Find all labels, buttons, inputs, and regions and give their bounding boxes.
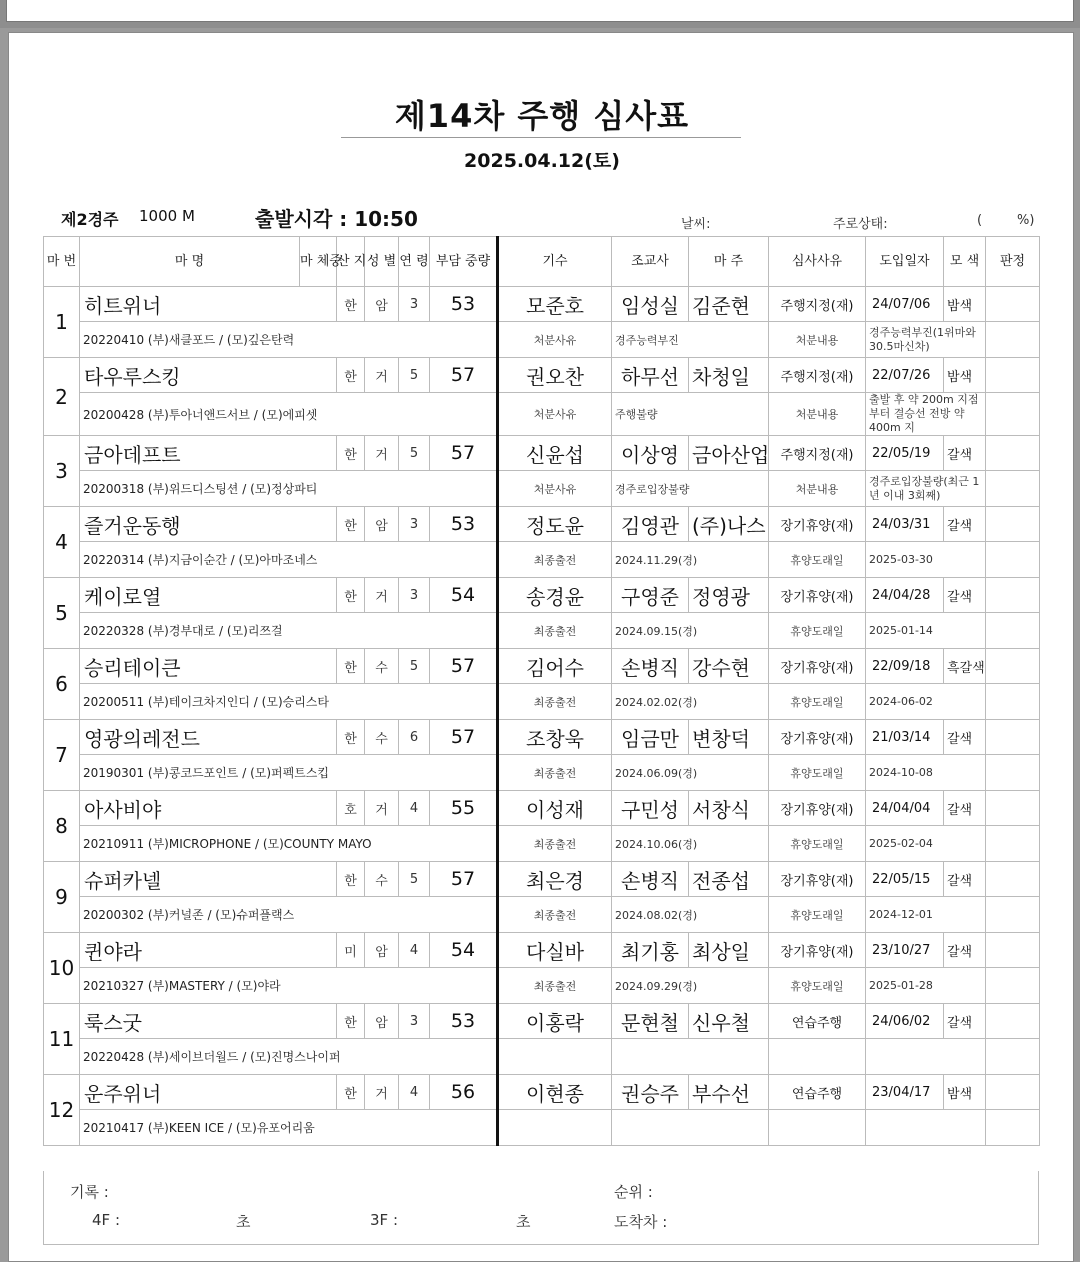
col-header-burden: 부담 중량	[430, 237, 498, 287]
col-header-age: 연 령	[399, 237, 430, 287]
jockey-name: 이성재	[498, 791, 612, 826]
coat-color: 갈색	[944, 1004, 986, 1039]
horse-name: 승리테이큰	[80, 649, 337, 684]
horse-age: 6	[399, 720, 430, 755]
jockey-name: 이현종	[498, 1075, 612, 1110]
horse-detail-row	[44, 826, 1040, 862]
col-header-reason: 심사사유	[769, 237, 866, 287]
horse-origin: 한	[337, 649, 365, 684]
horse-sex: 암	[365, 287, 399, 322]
verdict-detail-cell	[986, 826, 1040, 862]
horse-sex: 암	[365, 1004, 399, 1039]
horse-row	[44, 862, 1040, 897]
detail-value-2: 2024-06-02	[866, 684, 986, 720]
detail-label-1: 최종출전	[498, 684, 612, 720]
col-header-sex: 성 별	[365, 237, 399, 287]
verdict-detail-cell	[986, 471, 1040, 507]
trainer-name: 이상영	[612, 436, 689, 471]
jockey-name: 이홍락	[498, 1004, 612, 1039]
detail-value-2	[866, 1110, 986, 1146]
horse-number: 11	[44, 1004, 80, 1075]
detail-label-2: 처분내용	[769, 322, 866, 358]
horse-burden-weight: 57	[430, 436, 498, 471]
intro-date: 22/07/26	[866, 358, 944, 393]
detail-value-2: 2024-10-08	[866, 755, 986, 791]
pedigree-info: 20200511 (부)테이크차지인디 / (모)승리스타	[80, 684, 498, 720]
horse-name: 운주위너	[80, 1075, 337, 1110]
horse-burden-weight: 57	[430, 358, 498, 393]
detail-label-1: 처분사유	[498, 393, 612, 436]
horse-name: 영광의레전드	[80, 720, 337, 755]
verdict-detail-cell	[986, 1110, 1040, 1146]
horse-origin: 한	[337, 578, 365, 613]
jockey-name: 신윤섭	[498, 436, 612, 471]
review-reason: 장기휴양(재)	[769, 507, 866, 542]
detail-label-2	[769, 1039, 866, 1075]
verdict-cell	[986, 287, 1040, 322]
detail-label-2: 휴양도래일	[769, 897, 866, 933]
owner-name: 서창식	[689, 791, 769, 826]
owner-name: 최상일	[689, 933, 769, 968]
horse-origin: 한	[337, 358, 365, 393]
intro-date: 24/06/02	[866, 1004, 944, 1039]
race-distance: 1000 M	[139, 207, 195, 225]
verdict-detail-cell	[986, 684, 1040, 720]
pedigree-info: 20220428 (부)세이브더월드 / (모)진명스나이퍼	[80, 1039, 498, 1075]
horse-detail-row	[44, 471, 1040, 507]
owner-name: 신우철	[689, 1004, 769, 1039]
detail-value-2	[866, 1039, 986, 1075]
track-percent: %)	[1017, 213, 1035, 228]
detail-label-2	[769, 1110, 866, 1146]
detail-value-2: 2024-12-01	[866, 897, 986, 933]
horse-number: 10	[44, 933, 80, 1004]
intro-date: 21/03/14	[866, 720, 944, 755]
jockey-name: 조창욱	[498, 720, 612, 755]
jockey-name: 모준호	[498, 287, 612, 322]
horse-burden-weight: 54	[430, 933, 498, 968]
coat-color: 갈색	[944, 720, 986, 755]
verdict-cell	[986, 720, 1040, 755]
col-header-color: 모 색	[944, 237, 986, 287]
table-header-row	[44, 237, 1040, 287]
detail-label-1: 처분사유	[498, 322, 612, 358]
horse-sex: 거	[365, 578, 399, 613]
detail-label-2: 휴양도래일	[769, 542, 866, 578]
document-page	[8, 32, 1074, 1262]
review-reason: 장기휴양(재)	[769, 649, 866, 684]
verdict-detail-cell	[986, 897, 1040, 933]
coat-color: 갈색	[944, 436, 986, 471]
detail-value-2: 2025-03-30	[866, 542, 986, 578]
trainer-name: 임금만	[612, 720, 689, 755]
horse-number: 5	[44, 578, 80, 649]
detail-label-1: 처분사유	[498, 471, 612, 507]
horse-burden-weight: 53	[430, 1004, 498, 1039]
horse-burden-weight: 56	[430, 1075, 498, 1110]
trainer-name: 손병직	[612, 649, 689, 684]
coat-color: 갈색	[944, 933, 986, 968]
detail-value-1: 2024.11.29(경)	[612, 542, 769, 578]
review-reason: 주행지정(재)	[769, 287, 866, 322]
col-header-origin: 산 지	[337, 237, 365, 287]
verdict-detail-cell	[986, 393, 1040, 436]
trainer-name: 구영준	[612, 578, 689, 613]
verdict-detail-cell	[986, 542, 1040, 578]
horse-name: 룩스굿	[80, 1004, 337, 1039]
intro-date: 23/04/17	[866, 1075, 944, 1110]
review-reason: 장기휴양(재)	[769, 933, 866, 968]
horse-number: 3	[44, 436, 80, 507]
jockey-name: 다실바	[498, 933, 612, 968]
trainer-name: 손병직	[612, 862, 689, 897]
horse-row	[44, 1004, 1040, 1039]
horse-age: 5	[399, 649, 430, 684]
intro-date: 24/04/28	[866, 578, 944, 613]
horse-age: 3	[399, 578, 430, 613]
verdict-cell	[986, 862, 1040, 897]
horse-row	[44, 436, 1040, 471]
horse-sex: 암	[365, 933, 399, 968]
verdict-detail-cell	[986, 968, 1040, 1004]
previous-page-strip	[0, 0, 1080, 28]
horse-sex: 암	[365, 507, 399, 542]
title-underline	[341, 137, 741, 138]
intro-date: 24/07/06	[866, 287, 944, 322]
horse-origin: 한	[337, 436, 365, 471]
detail-label-2: 휴양도래일	[769, 968, 866, 1004]
detail-value-2: 출발 후 약 200m 지점부터 결승선 전방 약 400m 지	[866, 393, 986, 436]
detail-value-2: 2025-01-14	[866, 613, 986, 649]
previous-page-edge	[6, 0, 1074, 22]
horse-origin: 한	[337, 1004, 365, 1039]
coat-color: 밤색	[944, 358, 986, 393]
start-time: 출발시각 : 10:50	[255, 207, 418, 231]
col-header-jockey: 기수	[498, 237, 612, 287]
coat-color: 밤색	[944, 287, 986, 322]
horse-row	[44, 1075, 1040, 1110]
review-reason: 연습주행	[769, 1075, 866, 1110]
horse-detail-row	[44, 542, 1040, 578]
intro-date: 24/04/04	[866, 791, 944, 826]
col-header-weight: 마 체중	[300, 237, 337, 287]
horse-row	[44, 649, 1040, 684]
detail-label-1: 최종출전	[498, 613, 612, 649]
detail-label-1: 최종출전	[498, 755, 612, 791]
coat-color: 갈색	[944, 791, 986, 826]
horse-origin: 미	[337, 933, 365, 968]
horse-number: 8	[44, 791, 80, 862]
horse-burden-weight: 57	[430, 720, 498, 755]
owner-name: 강수현	[689, 649, 769, 684]
horse-age: 5	[399, 862, 430, 897]
horse-age: 3	[399, 287, 430, 322]
owner-name: (주)나스	[689, 507, 769, 542]
horse-detail-row	[44, 393, 1040, 436]
detail-value-1: 2024.09.29(경)	[612, 968, 769, 1004]
pedigree-info: 20210327 (부)MASTERY / (모)야라	[80, 968, 498, 1004]
detail-label-1	[498, 1039, 612, 1075]
pedigree-info: 20200302 (부)커널존 / (모)슈퍼플랙스	[80, 897, 498, 933]
horse-number: 6	[44, 649, 80, 720]
horse-row	[44, 507, 1040, 542]
detail-value-2: 경주로입장불량(최근 1년 이내 3회째)	[866, 471, 986, 507]
verdict-detail-cell	[986, 322, 1040, 358]
owner-name: 금아산업	[689, 436, 769, 471]
horse-detail-row	[44, 1110, 1040, 1146]
horse-name: 퀸야라	[80, 933, 337, 968]
horse-number: 2	[44, 358, 80, 436]
horse-detail-row	[44, 897, 1040, 933]
detail-label-2: 휴양도래일	[769, 613, 866, 649]
record-footer	[43, 1171, 1039, 1245]
horse-sex: 수	[365, 649, 399, 684]
review-table	[43, 236, 1040, 1146]
f4-seconds-label: 초	[236, 1213, 251, 1231]
horse-origin: 한	[337, 862, 365, 897]
jockey-name: 최은경	[498, 862, 612, 897]
race-date: 2025.04.12(토)	[464, 150, 620, 172]
pedigree-info: 20210911 (부)MICROPHONE / (모)COUNTY MAYO	[80, 826, 498, 862]
horse-age: 4	[399, 1075, 430, 1110]
detail-value-1: 경주로입장불량	[612, 471, 769, 507]
horse-burden-weight: 54	[430, 578, 498, 613]
intro-date: 22/05/19	[866, 436, 944, 471]
detail-label-2: 처분내용	[769, 393, 866, 436]
horse-age: 5	[399, 358, 430, 393]
arrival-margin-label: 도착차 :	[614, 1213, 668, 1231]
jockey-name: 김어수	[498, 649, 612, 684]
detail-label-2: 휴양도래일	[769, 755, 866, 791]
detail-label-2: 휴양도래일	[769, 826, 866, 862]
pedigree-info: 20190301 (부)콩코드포인트 / (모)퍼펙트스킵	[80, 755, 498, 791]
horse-origin: 한	[337, 1075, 365, 1110]
verdict-detail-cell	[986, 613, 1040, 649]
detail-value-1: 2024.08.02(경)	[612, 897, 769, 933]
detail-value-1	[612, 1039, 769, 1075]
horse-detail-row	[44, 968, 1040, 1004]
detail-label-1: 최종출전	[498, 542, 612, 578]
horse-name: 즐거운동행	[80, 507, 337, 542]
review-reason: 주행지정(재)	[769, 436, 866, 471]
col-header-intro-date: 도입일자	[866, 237, 944, 287]
horse-burden-weight: 53	[430, 287, 498, 322]
coat-color: 갈색	[944, 862, 986, 897]
detail-label-1	[498, 1110, 612, 1146]
horse-detail-row	[44, 755, 1040, 791]
verdict-cell	[986, 791, 1040, 826]
rank-label: 순위 :	[614, 1183, 653, 1201]
coat-color: 흑갈색	[944, 649, 986, 684]
horse-age: 4	[399, 933, 430, 968]
col-header-name: 마 명	[80, 237, 300, 287]
horse-age: 5	[399, 436, 430, 471]
coat-color: 갈색	[944, 507, 986, 542]
verdict-cell	[986, 933, 1040, 968]
detail-label-1: 최종출전	[498, 897, 612, 933]
verdict-detail-cell	[986, 1039, 1040, 1075]
horse-sex: 수	[365, 862, 399, 897]
horse-name: 타우루스킹	[80, 358, 337, 393]
f3-label: 3F :	[370, 1211, 398, 1229]
verdict-detail-cell	[986, 755, 1040, 791]
horse-origin: 한	[337, 507, 365, 542]
review-reason: 연습주행	[769, 1004, 866, 1039]
horse-row	[44, 933, 1040, 968]
intro-date: 23/10/27	[866, 933, 944, 968]
horse-sex: 거	[365, 436, 399, 471]
track-paren-open: (	[977, 213, 983, 228]
verdict-cell	[986, 1004, 1040, 1039]
review-reason: 장기휴양(재)	[769, 578, 866, 613]
owner-name: 김준현	[689, 287, 769, 322]
horse-sex: 거	[365, 1075, 399, 1110]
trainer-name: 임성실	[612, 287, 689, 322]
horse-detail-row	[44, 613, 1040, 649]
horse-detail-row	[44, 322, 1040, 358]
horse-name: 아사비야	[80, 791, 337, 826]
record-label: 기록 :	[70, 1183, 109, 1201]
verdict-cell	[986, 507, 1040, 542]
trainer-name: 권승주	[612, 1075, 689, 1110]
horse-row	[44, 578, 1040, 613]
col-header-verdict: 판정	[986, 237, 1040, 287]
horse-row	[44, 791, 1040, 826]
f3-seconds-label: 초	[516, 1213, 531, 1231]
coat-color: 갈색	[944, 578, 986, 613]
trainer-name: 구민성	[612, 791, 689, 826]
detail-label-1: 최종출전	[498, 968, 612, 1004]
horse-origin: 한	[337, 720, 365, 755]
intro-date: 22/09/18	[866, 649, 944, 684]
weather-label: 날씨:	[681, 217, 711, 232]
detail-value-1: 경주능력부진	[612, 322, 769, 358]
horse-number: 7	[44, 720, 80, 791]
owner-name: 차청일	[689, 358, 769, 393]
intro-date: 24/03/31	[866, 507, 944, 542]
detail-value-2: 2025-01-28	[866, 968, 986, 1004]
detail-value-2: 경주능력부진(1위마와 30.5마신차)	[866, 322, 986, 358]
horse-burden-weight: 53	[430, 507, 498, 542]
race-number: 제2경주	[61, 210, 119, 229]
owner-name: 변창덕	[689, 720, 769, 755]
detail-label-2: 휴양도래일	[769, 684, 866, 720]
detail-value-1: 2024.06.09(경)	[612, 755, 769, 791]
verdict-cell	[986, 358, 1040, 393]
owner-name: 부수선	[689, 1075, 769, 1110]
horse-sex: 거	[365, 358, 399, 393]
verdict-cell	[986, 578, 1040, 613]
trainer-name: 김영관	[612, 507, 689, 542]
track-condition-label: 주로상태:	[833, 217, 888, 232]
horse-row	[44, 358, 1040, 393]
horse-detail-row	[44, 1039, 1040, 1075]
horse-row	[44, 287, 1040, 322]
horse-detail-row	[44, 684, 1040, 720]
col-header-owner: 마 주	[689, 237, 769, 287]
col-header-no: 마 번	[44, 237, 80, 287]
horse-number: 9	[44, 862, 80, 933]
owner-name: 전종섭	[689, 862, 769, 897]
horse-number: 4	[44, 507, 80, 578]
detail-label-2: 처분내용	[769, 471, 866, 507]
pedigree-info: 20210417 (부)KEEN ICE / (모)유포어리움	[80, 1110, 498, 1146]
horse-age: 3	[399, 1004, 430, 1039]
horse-number: 12	[44, 1075, 80, 1146]
jockey-name: 송경윤	[498, 578, 612, 613]
trainer-name: 문현철	[612, 1004, 689, 1039]
pedigree-info: 20220314 (부)지금이순간 / (모)아마조네스	[80, 542, 498, 578]
review-reason: 장기휴양(재)	[769, 862, 866, 897]
horse-number: 1	[44, 287, 80, 358]
verdict-cell	[986, 1075, 1040, 1110]
owner-name: 정영광	[689, 578, 769, 613]
horse-name: 금아데프트	[80, 436, 337, 471]
jockey-name: 정도윤	[498, 507, 612, 542]
f4-label: 4F :	[92, 1211, 120, 1229]
coat-color: 밤색	[944, 1075, 986, 1110]
pedigree-info: 20200318 (부)위드디스팅션 / (모)정상파티	[80, 471, 498, 507]
review-reason: 장기휴양(재)	[769, 720, 866, 755]
col-header-trainer: 조교사	[612, 237, 689, 287]
detail-value-1: 주행불량	[612, 393, 769, 436]
detail-value-1: 2024.02.02(경)	[612, 684, 769, 720]
detail-value-1: 2024.10.06(경)	[612, 826, 769, 862]
horse-burden-weight: 55	[430, 791, 498, 826]
trainer-name: 하무선	[612, 358, 689, 393]
horse-origin: 한	[337, 287, 365, 322]
trainer-name: 최기홍	[612, 933, 689, 968]
review-reason: 장기휴양(재)	[769, 791, 866, 826]
verdict-cell	[986, 436, 1040, 471]
horse-row	[44, 720, 1040, 755]
detail-value-1	[612, 1110, 769, 1146]
horse-name: 슈퍼카넬	[80, 862, 337, 897]
pedigree-info: 20220410 (부)새클포드 / (모)깊은탄력	[80, 322, 498, 358]
detail-value-2: 2025-02-04	[866, 826, 986, 862]
detail-label-1: 최종출전	[498, 826, 612, 862]
horse-sex: 거	[365, 791, 399, 826]
horse-burden-weight: 57	[430, 862, 498, 897]
intro-date: 22/05/15	[866, 862, 944, 897]
horse-burden-weight: 57	[430, 649, 498, 684]
horse-name: 히트위너	[80, 287, 337, 322]
page-title: 제14차 주행 심사표	[394, 97, 690, 135]
horse-name: 케이로열	[80, 578, 337, 613]
horse-origin: 호	[337, 791, 365, 826]
jockey-name: 권오찬	[498, 358, 612, 393]
detail-value-1: 2024.09.15(경)	[612, 613, 769, 649]
horse-age: 4	[399, 791, 430, 826]
horse-age: 3	[399, 507, 430, 542]
pedigree-info: 20200428 (부)투아너앤드서브 / (모)에피셋	[80, 393, 498, 436]
horse-sex: 수	[365, 720, 399, 755]
pedigree-info: 20220328 (부)경부대로 / (모)리쯔걸	[80, 613, 498, 649]
verdict-cell	[986, 649, 1040, 684]
review-reason: 주행지정(재)	[769, 358, 866, 393]
